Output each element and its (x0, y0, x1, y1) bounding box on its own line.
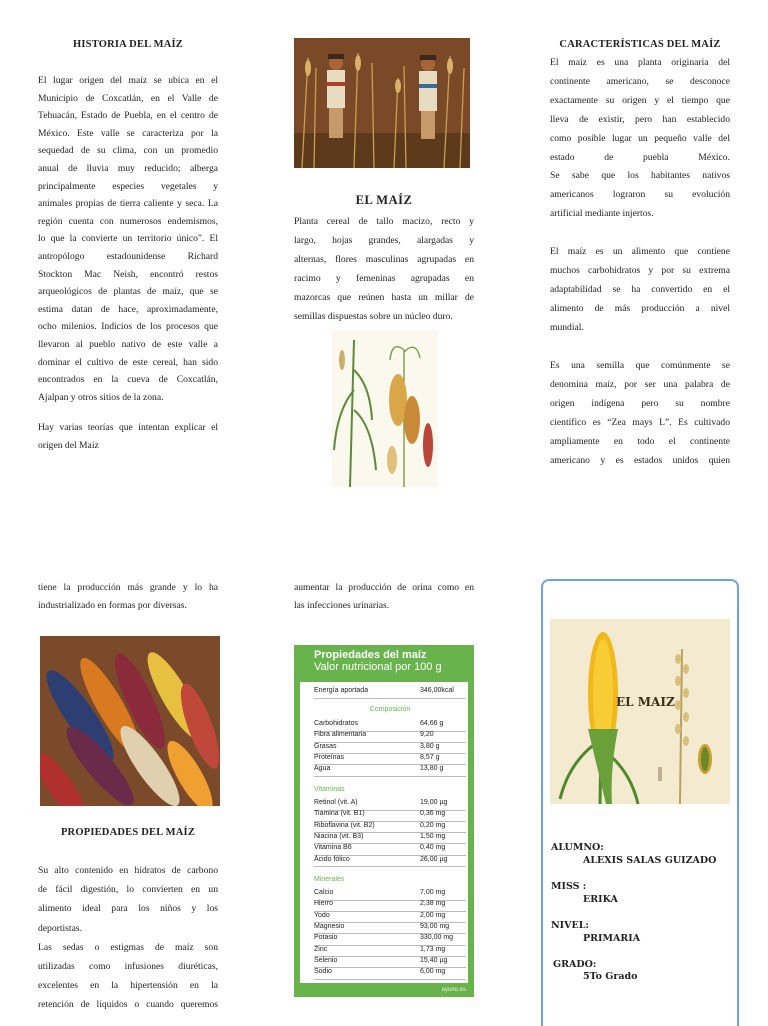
text-line: alimento de más producción a nivel (550, 302, 730, 314)
grado-label: GRADO: (553, 959, 597, 970)
text-line: artificial mediante injertos. (550, 208, 654, 220)
nutrition-row-value: 19,00 µg (420, 799, 448, 806)
nutrition-title: Propiedades del maíz (314, 649, 427, 661)
nivel-value: PRIMARIA (583, 933, 641, 944)
nutrition-row-value: 1,73 mg (420, 945, 446, 953)
nutrition-row (314, 957, 466, 969)
nutrition-row (314, 765, 466, 777)
nutrition-row-label: Sodio (314, 968, 332, 976)
nutrition-row-label: Zinc (314, 945, 328, 953)
nutrition-row-value: 0,36 mg (420, 810, 446, 818)
text-line: deportistas. (38, 922, 82, 934)
text-line: americano y es estados unidos quien (550, 454, 730, 466)
text-line: El maíz es un alimento que contiene (550, 246, 730, 257)
nutrition-energy-row (314, 687, 466, 699)
text-line: semillas dispuestas sobre un núcleo duro. (294, 311, 453, 322)
corn-cover-image (550, 619, 730, 804)
cover-image-caption: EL MAIZ (616, 695, 675, 709)
text-line: México. Este valle se caracteriza por la (38, 127, 218, 139)
text-line: El maíz es una planta originaria del (550, 57, 730, 68)
nutrition-row-label: Agua (314, 765, 331, 773)
nutrition-row-label: Calcio (314, 889, 334, 896)
text-line: racimo y femeninas agrupadas en (294, 273, 474, 284)
propiedades-text (38, 861, 218, 1015)
nivel-label: NIVEL: (551, 920, 589, 931)
text-line: largo, hojas grandes, alargadas y (294, 235, 474, 246)
text-line: denomina maíz, por ser una palabra de (550, 378, 730, 390)
nutrition-row-value: 64,66 g (420, 720, 444, 727)
corn-plant-illustration (332, 330, 438, 487)
nutrition-row (314, 754, 466, 766)
miss-label: MISS : (551, 881, 587, 892)
nutrition-row (314, 912, 466, 924)
text-line: Municipio de Coxcatlán, en el Valle de (38, 92, 218, 104)
nutrition-row (314, 822, 466, 834)
nutrition-row-label: Retinol (vit. A) (314, 799, 358, 806)
text-line: Se sabe que los habitantes nativos (550, 170, 730, 182)
text-line: exactamente su origen y el tiempo que (550, 94, 730, 106)
nutrition-row (314, 923, 466, 935)
propiedades-title: PROPIEDADES DEL MAÍZ (60, 827, 196, 838)
text-line: Stockton Mac Neish, encontró restos (38, 268, 218, 280)
historia-text (38, 72, 218, 406)
text-line: retención de líquidos o cuando queremos (38, 999, 218, 1011)
indigenous-painting-image (294, 38, 470, 168)
historia-extra-text (38, 419, 218, 454)
nutrition-row-value: 13,80 g (420, 765, 444, 773)
nutrition-row (314, 889, 466, 901)
text-line: antropólogo estadounidense Richard (38, 250, 218, 262)
text-line: llevaron al pueblo nativo de este valle a (38, 338, 218, 350)
text-line: Las sedas o estigmas de maíz son (38, 941, 218, 953)
nutrition-row (314, 799, 466, 811)
alumno-label: ALUMNO: (551, 842, 604, 853)
text-line: región cuenta con numerosos endemismos, (38, 215, 218, 227)
text-line: adaptabilidad se ha convertido en el (550, 283, 730, 295)
text-line: científico es “Zea mays L”. Es cultivado (550, 416, 730, 428)
text-line: ampliamente en todo el continente (550, 435, 730, 447)
text-line: estado de puebla México. (550, 151, 730, 163)
nutrition-row-value: 8,57 g (420, 753, 440, 761)
nutrition-row-value: 9,20 (420, 731, 434, 739)
nutrition-row-label: Yodo (314, 911, 330, 919)
nutrition-subtitle: Valor nutricional por 100 g (314, 661, 442, 673)
text-line: dominar el cultivo de este cereal, han sido (38, 356, 218, 368)
nutrition-body (300, 682, 468, 983)
text-line: mazorcas que reúnen hasta un millar de (294, 292, 474, 303)
text-line: aumentar la producción de orina como en (294, 582, 474, 593)
nutrition-row (314, 844, 466, 856)
text-line: alimento ideal para los niños y los (38, 903, 218, 915)
nutrition-row-label: Fibra alimentaria (314, 731, 367, 739)
text-line: arqueológicos de plantas de maíz, que se (38, 286, 218, 298)
text-line: utilizadas como infusiones diuréticas, (38, 961, 218, 973)
nutrition-row (314, 856, 466, 868)
colorful-corn-photo (40, 636, 220, 806)
nutrition-table-image (294, 645, 474, 997)
caracteristicas-para2 (550, 243, 730, 338)
nutrition-row-label: Tiamina (vit. B1) (314, 810, 365, 818)
nutrition-row-value: 3,80 g (420, 742, 440, 750)
text-line: ocho milenios. Indicios de los procesos que (38, 321, 218, 333)
grado-value: 5To Grado (583, 971, 638, 982)
nutrition-row-value: 1,50 mg (420, 832, 446, 840)
nutrition-row-value: 0,20 mg (420, 821, 446, 829)
nutrition-row (314, 731, 466, 743)
nutrition-row-value: 7,00 mg (420, 889, 446, 896)
text-line: Ajalpan y otros sitios de la zona. (38, 391, 164, 403)
nutrition-row-value: 2,38 mg (420, 900, 446, 908)
nutrition-composicion-title: Composición (369, 706, 411, 713)
text-line: excelentes en la hipertensión en la (38, 980, 218, 992)
text-line: Es una semilla que comúnmente se (550, 360, 730, 371)
bottom-left-continued-text (38, 579, 218, 614)
text-line: americanos lograron su evolución (550, 189, 730, 201)
text-line: tiene la producción más grande y lo ha (38, 582, 218, 593)
nutrition-row (314, 968, 466, 980)
nutrition-row-value: 6,00 mg (420, 968, 446, 976)
miss-value: ERIKA (583, 894, 618, 905)
nutrition-minerales-title: Minerales (314, 876, 345, 883)
text-line: estima datan de hace, aproximadamente, (38, 303, 218, 315)
nutrition-row (314, 833, 466, 845)
text-line: muchos carbohidratos y por su extrema (550, 264, 730, 276)
text-line: principalmente especies vegetales y (38, 180, 218, 192)
nutrition-row (314, 720, 466, 732)
el-maiz-text (294, 212, 474, 326)
nutrition-row-label: Vitamina B6 (314, 844, 352, 852)
nutrition-header (294, 645, 474, 676)
historia-title: HISTORIA DEL MAÍZ (73, 39, 183, 50)
text-line: como posible lugar un pequeño valle del (550, 132, 730, 144)
alumno-value: ALEXIS SALAS GUIZADO (583, 855, 717, 866)
nutrition-row-label: Grasas (314, 742, 337, 750)
nutrition-row-value: 15,40 µg (420, 956, 448, 964)
nutrition-row-label: Magnesio (314, 922, 345, 930)
nutrition-row-label: Selenio (314, 956, 338, 964)
caracteristicas-para1 (550, 54, 730, 224)
nutrition-row-value: 0,40 mg (420, 844, 446, 852)
nutrition-vitaminas-title: Vitaminas (314, 786, 345, 793)
text-line: Tehuacán, Estado de Puebla, en el centro de (38, 110, 218, 122)
nutrition-row-label: Hierro (314, 900, 334, 908)
text-line: El lugar origen del maíz se ubica en el (38, 75, 218, 86)
nutrition-energy-label: Energía aportada (314, 687, 369, 694)
nutrition-row (314, 810, 466, 822)
text-line: Hay varias teorías que intentan explicar el (38, 422, 218, 433)
nutrition-row-label: Niacina (vit. B3) (314, 832, 364, 840)
text-line: Su alto contenido en hidratos de carbono (38, 865, 218, 876)
nutrition-row-value: 2,00 mg (420, 911, 446, 919)
nutrition-row-label: Riboflavina (vit. B2) (314, 821, 375, 829)
text-line: lo que la convierte un territorio único". El (38, 233, 218, 245)
text-line: sequedad de su clima, con un promedio (38, 145, 218, 157)
text-line: mundial. (550, 321, 584, 333)
nutrition-row-value: 93,00 mg (420, 922, 450, 930)
text-line: las infecciones urinarias. (294, 599, 390, 611)
bottom-middle-continued-text (294, 579, 474, 614)
text-line: lleva de existir, pero han establecido (550, 113, 730, 125)
nutrition-row (314, 900, 466, 912)
text-line: encontrados en la cueva de Coxcatlán, (38, 374, 218, 386)
text-line: Planta cereal de tallo macizo, recto y (294, 216, 474, 227)
nutrition-row (314, 946, 466, 958)
caracteristicas-para3 (550, 357, 730, 470)
text-line: animales propias de tierra caliente y seca. La (38, 198, 218, 210)
text-line: origen indígena pero su nombre (550, 397, 730, 409)
text-line: continente americano, se desconoce (550, 75, 730, 87)
text-line: origen del Maíz (38, 439, 99, 451)
nutrition-row-label: Potasio (314, 934, 338, 942)
text-line: alternas, flores masculinas agrupadas en (294, 254, 474, 265)
nutrition-row (314, 934, 466, 946)
text-line: industrializado en formas por diversas. (38, 599, 187, 611)
nutrition-row-label: Ácido fólico (314, 855, 350, 863)
text-line: anual de lluvia muy reducido; alberga (38, 162, 218, 174)
nutrition-energy-value: 346,00kcal (420, 687, 454, 694)
nutrition-row-value: 26,00 µg (420, 855, 448, 863)
nutrition-row (314, 743, 466, 755)
nutrition-row-label: Proteínas (314, 753, 344, 761)
nutrition-footer: ayuno.es (294, 983, 474, 997)
caracteristicas-title: CARACTERÍSTICAS DEL MAÍZ (559, 39, 721, 50)
el-maiz-title: EL MAÍZ (355, 193, 413, 207)
text-line: de fácil digestión, lo convierten en un (38, 884, 218, 896)
nutrition-row-value: 330,00 mg (420, 934, 454, 942)
nutrition-row-label: Carbohidratos (314, 720, 358, 727)
